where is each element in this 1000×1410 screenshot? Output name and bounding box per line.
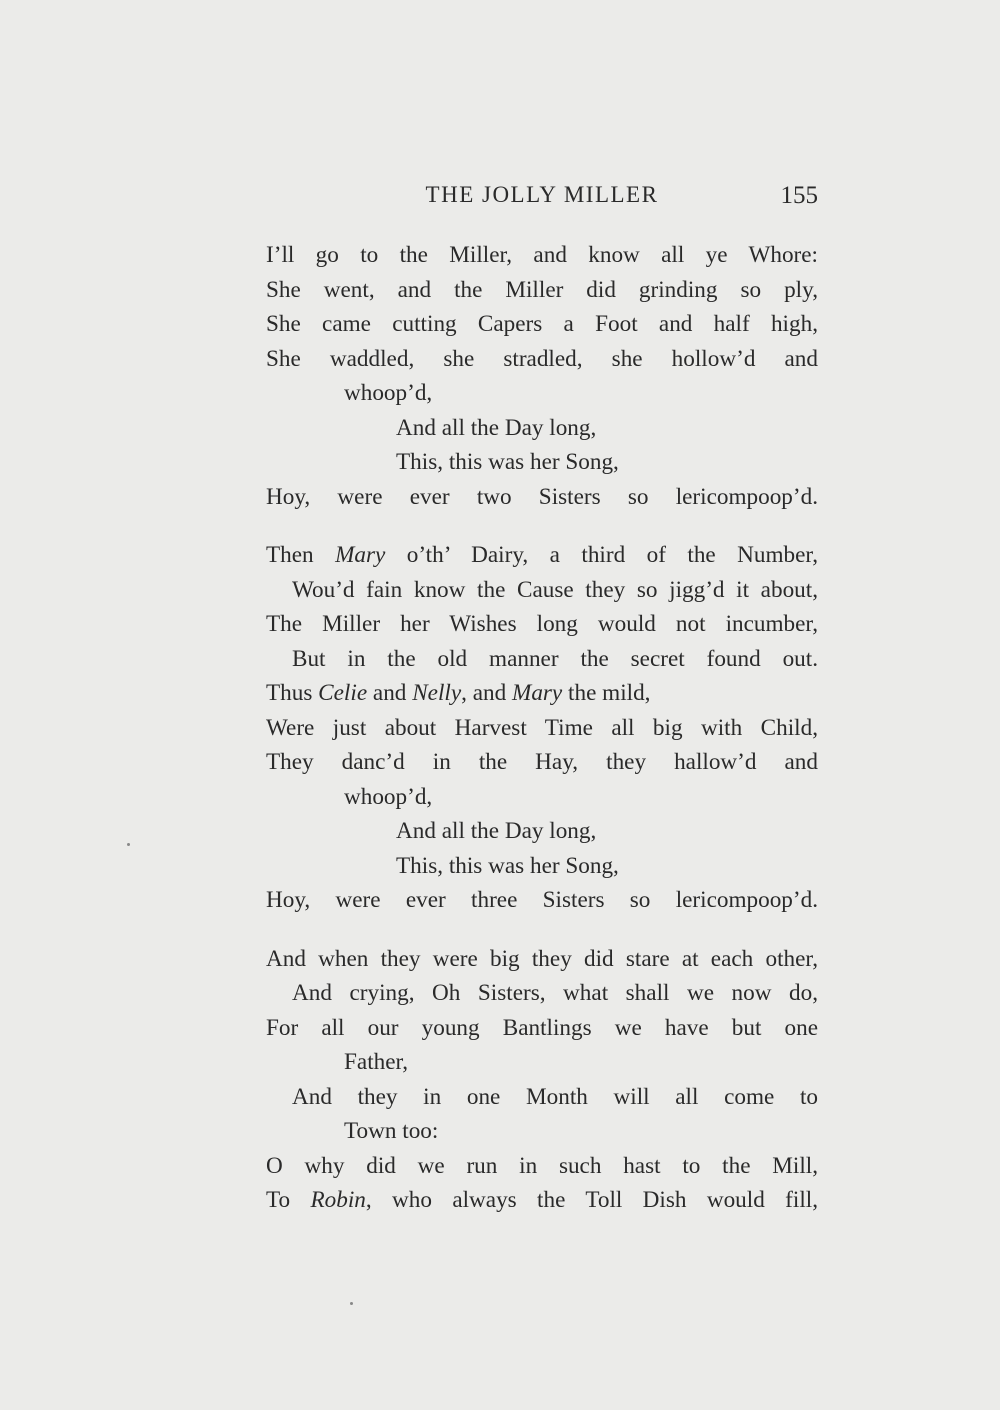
- verse-text: , who always the Toll Dish would fill,: [365, 1187, 819, 1213]
- verse-line: And all the Day long,: [396, 818, 597, 844]
- verse-text: and: [367, 680, 413, 706]
- paper-speck: [127, 843, 130, 846]
- verse-line: [266, 676, 818, 711]
- italic-name: Robin: [310, 1187, 366, 1213]
- verse-line: whoop’d,: [344, 380, 433, 406]
- paper-speck: [350, 1302, 353, 1305]
- verse-line: [266, 538, 818, 573]
- running-head: [266, 178, 818, 214]
- verse-line: This, this was her Song,: [396, 449, 619, 475]
- verse-line: Wou’d fain know the Cause they so jigg’d it about,: [292, 576, 818, 603]
- stanza: [266, 942, 818, 1218]
- verse-line: And when they were big they did stare at each other,: [266, 945, 818, 972]
- italic-name: Nelly: [412, 680, 462, 706]
- verse-line: Town too:: [344, 1118, 439, 1144]
- stanza: [266, 238, 818, 514]
- verse-line: Were just about Harvest Time all big with Child,: [266, 714, 818, 741]
- verse-line: For all our young Bantlings we have but one: [266, 1014, 818, 1041]
- verse-line: whoop’d,: [344, 783, 433, 810]
- verse-line: Father,: [344, 1049, 409, 1075]
- verse-line: And crying, Oh Sisters, what shall we now do,: [292, 980, 818, 1006]
- verse-line: But in the old manner the secret found out.: [292, 645, 818, 672]
- verse-text: Thus: [266, 680, 319, 706]
- verse-line: She went, and the Miller did grinding so ply,: [266, 276, 818, 303]
- verse-line: [266, 1183, 818, 1218]
- stanza: [266, 538, 818, 918]
- verse-text: , and: [461, 680, 512, 706]
- verse-line: And all the Day long,: [396, 414, 597, 441]
- verse-line: She came cutting Capers a Foot and half high,: [266, 311, 818, 337]
- running-title: THE JOLLY MILLER: [425, 182, 659, 207]
- verse-line: The Miller her Wishes long would not incumber,: [266, 611, 818, 637]
- verse-text: o’th’ Dairy, a third of the Number,: [385, 542, 818, 568]
- verse-line: She waddled, she stradled, she hollow’d and: [266, 345, 818, 372]
- verse-text: Then: [266, 542, 336, 568]
- verse-line: This, this was her Song,: [396, 852, 619, 879]
- verse-text: the mild,: [562, 680, 651, 706]
- italic-name: Mary: [512, 680, 563, 706]
- italic-name: Mary: [335, 542, 386, 568]
- verse-line: Hoy, were ever two Sisters so lericompoop’d.: [266, 483, 818, 510]
- verse-line: They danc’d in the Hay, they hallow’d and: [266, 749, 818, 775]
- verse-text: To: [266, 1187, 311, 1213]
- verse-line: I’ll go to the Miller, and know all ye Whore:: [266, 242, 818, 268]
- poem-body: [266, 238, 818, 1218]
- verse-line: And they in one Month will all come to: [292, 1083, 818, 1110]
- italic-name: Celie: [318, 680, 368, 706]
- verse-line: Hoy, were ever three Sisters so lericompoop’d.: [266, 887, 818, 913]
- verse-line: O why did we run in such hast to the Mill,: [266, 1152, 818, 1179]
- page-number: 155: [780, 182, 818, 209]
